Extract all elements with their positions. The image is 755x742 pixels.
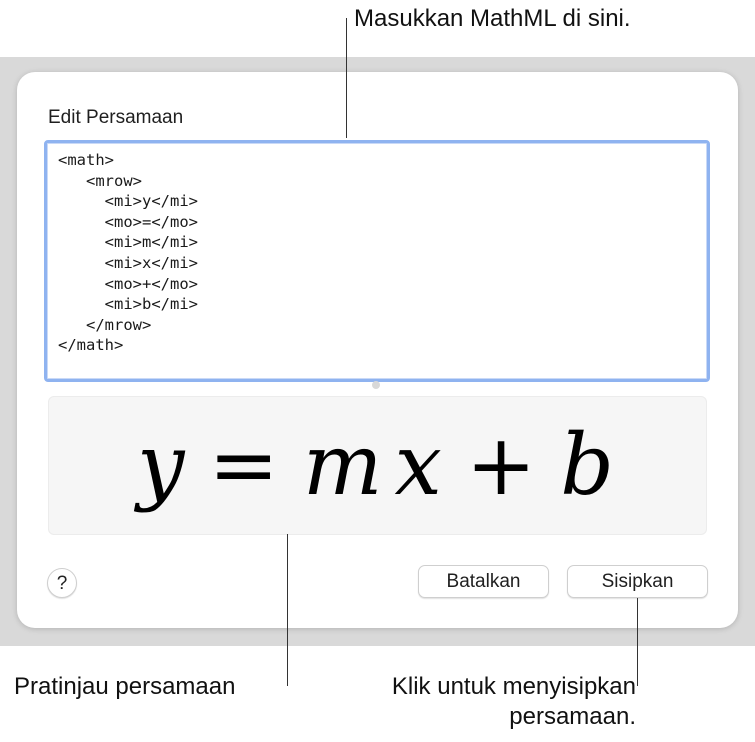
insert-button[interactable]: Sisipkan — [567, 565, 708, 598]
code-line: <mo>+</mo> — [58, 274, 198, 293]
callout-line-input — [346, 18, 347, 138]
callout-insert — [330, 672, 636, 732]
equation-var-x: x — [394, 415, 444, 514]
equation-equals: = — [208, 415, 281, 514]
callout-line-insert — [637, 598, 638, 686]
callout-preview: Pratinjau persamaan — [14, 673, 236, 700]
equation-plus: + — [465, 415, 539, 514]
dialog-title: Edit Persamaan — [48, 107, 184, 128]
mathml-code[interactable] — [58, 150, 198, 356]
code-line: <mo>=</mo> — [58, 212, 198, 231]
callout-mathml-input: Masukkan MathML di sini. — [354, 5, 631, 32]
code-line: <mrow> — [58, 171, 142, 190]
code-line: <mi>x</mi> — [58, 253, 198, 272]
callout-insert-line2: persamaan. — [509, 703, 636, 730]
code-line: <mi>b</mi> — [58, 295, 198, 314]
equation-var-y: y — [136, 415, 187, 514]
code-line: <math> — [58, 151, 114, 169]
equation-render — [48, 396, 705, 533]
equation-var-b: b — [560, 415, 617, 514]
equation-var-m: m — [302, 415, 385, 514]
callout-line-preview — [287, 534, 288, 686]
help-button[interactable]: ? — [47, 568, 77, 598]
code-line: <mi>m</mi> — [58, 233, 198, 252]
resize-handle[interactable] — [372, 381, 380, 389]
code-line: <mi>y</mi> — [58, 192, 198, 211]
callout-insert-line1: Klik untuk menyisipkan — [391, 673, 636, 700]
code-line: </math> — [58, 336, 124, 355]
cancel-button[interactable]: Batalkan — [418, 565, 549, 598]
code-line: </mrow> — [58, 315, 152, 334]
